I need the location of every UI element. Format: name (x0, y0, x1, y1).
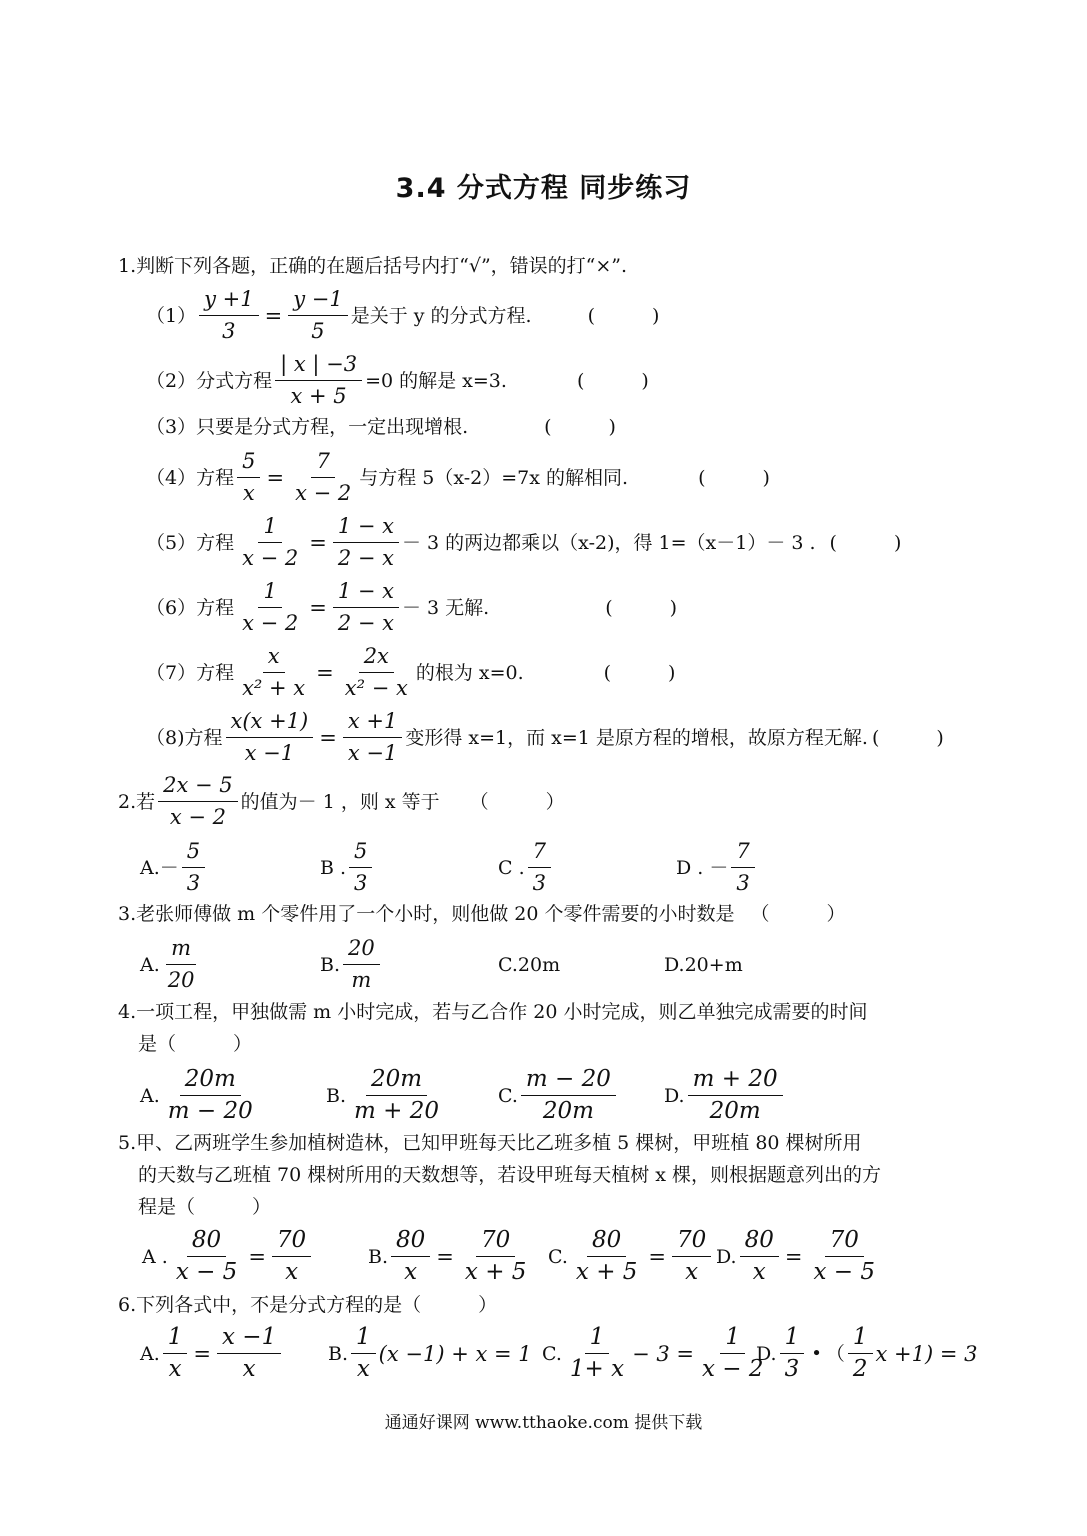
answer-blank[interactable]: ( ) (698, 466, 770, 489)
question-1-item-5 (146, 513, 901, 572)
item-label: （8)方程 (146, 726, 223, 749)
multiply-dot-icon: • (811, 1342, 822, 1364)
fraction: $\frac{70}{x + 5}$ (464, 1227, 527, 1285)
item-text: （3）只要是分式方程，一定出现增根. (146, 416, 469, 438)
fraction: $\frac{x}{\text{x² + x}}$ (242, 644, 306, 700)
question-text: 是（ ） (138, 1033, 253, 1055)
equals-sign: = (319, 725, 337, 750)
option-d[interactable]: D.20+m (664, 953, 743, 976)
answer-blank[interactable]: ( ) (605, 596, 678, 619)
option-c[interactable]: C . $\frac{7}{3}$ (498, 838, 676, 897)
question-text: 5.甲、乙两班学生参加植树造林，已知甲班每天比乙班多植 5 棵树，甲班植 80 棵树所用 (118, 1132, 862, 1154)
fraction: $\frac{80}{x + 5}$ (575, 1227, 638, 1285)
fraction: $\frac{2x - 5}{x - 2}$ (158, 772, 238, 831)
question-5-stem-line-3 (138, 1195, 271, 1219)
answer-blank[interactable]: ( ) (871, 726, 944, 749)
option-c[interactable]: C.20m (498, 953, 561, 976)
question-1-item-8 (146, 708, 944, 767)
fraction: $\frac{y +1}{3}$ (199, 286, 259, 345)
fraction: $\frac{20m}{m - 20}$ (167, 1066, 253, 1124)
fraction: $\frac{20}{m}$ (343, 935, 380, 994)
question-text: 6.下列各式中，不是分式方程的是（ ） (118, 1294, 498, 1316)
item-label: （2）分式方程 (146, 369, 273, 392)
fraction: $\frac{70}{x}$ (272, 1227, 311, 1286)
item-label: （7）方程 (146, 661, 235, 684)
equals-sign: = (316, 660, 334, 685)
option-d[interactable]: D. $\frac{1}{3}$ • （ $\frac{1}{2}$ x +1) = 3 (756, 1324, 978, 1382)
fraction: $\frac{x +1}{x -1}$ (343, 708, 402, 767)
fraction: $\frac{1}{2}$ (848, 1324, 873, 1383)
answer-blank[interactable]: ( ) (829, 531, 902, 554)
fraction: $\frac{1 - x}{2 - x}$ (333, 578, 399, 637)
item-text: =0 的解是 x=3. (365, 369, 507, 392)
fraction: $\frac{70}{x}$ (672, 1227, 711, 1286)
question-4-stem-line-1 (118, 1000, 867, 1024)
fraction: $\frac{1}{x - 2}$ (242, 514, 299, 570)
answer-blank[interactable]: ( ) (603, 661, 676, 684)
option-d[interactable]: D. $\frac{m + 20}{20m}$ (664, 1066, 786, 1125)
fraction: $\frac{7}{3}$ (528, 838, 551, 897)
question-4-options (140, 1066, 786, 1125)
question-4-stem-line-2 (138, 1032, 252, 1056)
question-1-item-3 (146, 415, 616, 439)
fraction: $\frac{1}{x}$ (351, 1324, 376, 1383)
equals-sign: = (266, 465, 285, 490)
equals-sign: = (264, 303, 283, 328)
answer-blank[interactable]: ( ) (576, 369, 649, 392)
answer-blank[interactable]: （ ） (750, 903, 846, 925)
question-text: 的天数与乙班植 70 棵树所用的天数想等，若设甲班每天植树 x 棵，则根据题意列出的方 (138, 1164, 882, 1186)
option-b[interactable]: B. $\frac{20m}{m + 20}$ (326, 1066, 498, 1125)
item-text: － 3 的两边都乘以（x-2)，得 1=（x－1）－ 3 . (402, 531, 816, 554)
question-1-item-4 (146, 448, 770, 507)
question-6-stem (118, 1293, 497, 1317)
option-c[interactable]: C. $\frac{m - 20}{20m}$ (498, 1066, 664, 1125)
option-a[interactable]: A . $\frac{80}{x - 5}$ = $\frac{70}{x}$ (142, 1227, 368, 1286)
question-1-item-6 (146, 578, 677, 637)
question-1-stem (118, 254, 627, 278)
answer-blank[interactable]: ( ) (587, 304, 660, 327)
answer-blank[interactable]: （ ） (469, 790, 565, 813)
option-d[interactable]: D . － $\frac{7}{3}$ (676, 838, 758, 897)
fraction: $\frac{1}{x - 2}$ (702, 1324, 764, 1382)
page-footer: 通通好课网 www.tthaoke.com 提供下载 (384, 1413, 703, 1433)
item-label: （5）方程 (146, 531, 235, 554)
question-3-options (140, 935, 743, 994)
option-a[interactable]: A. $\frac{m}{20}$ (140, 935, 320, 994)
question-1-item-1 (146, 286, 659, 345)
item-label: （4）方程 (146, 466, 235, 489)
fraction: $\frac{1}{x - 2}$ (242, 579, 299, 635)
question-6-options (140, 1324, 978, 1383)
question-text: 的值为－ 1 ，则 x 等于 (240, 790, 440, 813)
question-2-stem (118, 772, 565, 831)
equals-sign: = (309, 595, 327, 620)
option-b[interactable]: B. $\frac{20}{m}$ (320, 935, 498, 994)
item-label: （6）方程 (146, 596, 235, 619)
fraction: $\frac{1}{3}$ (780, 1324, 805, 1383)
option-c[interactable]: C. $\frac{1}{1+ x}$ − 3 = $\frac{1}{x - 2}$ (542, 1324, 756, 1383)
fraction: $\frac{80}{x}$ (391, 1227, 430, 1286)
fraction: $\frac{5}{3}$ (182, 838, 205, 897)
fraction: $\frac{1 - x}{2 - x}$ (333, 513, 399, 572)
question-text: 3.老张师傅做 m 个零件用了一个小时，则他做 20 个零件需要的小时数是 (118, 903, 735, 925)
option-a[interactable]: A.－ $\frac{5}{3}$ (140, 838, 320, 897)
fraction: $\frac{5}{x}$ (237, 448, 260, 507)
fraction: $\frac{x(x +1)}{x -1}$ (226, 708, 314, 767)
fraction: $\frac{2x}{\text{x² − x}}$ (344, 644, 408, 700)
question-text: 2.若 (118, 790, 156, 813)
fraction: $\frac{7}{3}$ (731, 838, 754, 897)
question-2-options (140, 838, 758, 897)
question-1-item-7 (146, 643, 675, 702)
question-text: 程是（ ） (138, 1196, 272, 1218)
fraction: $\frac{1}{x}$ (163, 1324, 188, 1383)
option-b[interactable]: B . $\frac{5}{3}$ (320, 838, 498, 897)
fraction: $\frac{x -1}{x}$ (217, 1324, 281, 1383)
fraction: $\frac{80}{x - 5}$ (175, 1227, 238, 1285)
fraction: $\frac{y -1}{5}$ (288, 286, 348, 345)
fraction: $\frac{m + 20}{20m}$ (688, 1066, 783, 1125)
item-text: 与方程 5（x-2）=7x 的解相同. (359, 466, 629, 489)
fraction: $\frac{5}{3}$ (349, 838, 372, 897)
equals-sign: = (309, 530, 327, 555)
option-a[interactable]: A. $\frac{1}{x}$ = $\frac{x -1}{x}$ (140, 1324, 328, 1383)
option-d[interactable]: D. $\frac{80}{x}$ = $\frac{70}{x - 5}$ (716, 1227, 883, 1286)
question-text: 4.一项工程，甲独做需 m 小时完成，若与乙合作 20 小时完成，则乙单独完成需要的时间 (118, 1001, 868, 1023)
option-a[interactable]: A. $\frac{20m}{m - 20}$ (140, 1066, 326, 1125)
question-5-stem-line-1 (118, 1131, 862, 1155)
item-label: （1） (146, 304, 197, 327)
option-b[interactable]: B. $\frac{80}{x}$ = $\frac{70}{x + 5}$ (368, 1227, 548, 1286)
answer-blank[interactable]: ( ) (544, 416, 616, 438)
page-title: 3.4 分式方程 同步练习 (395, 173, 692, 204)
item-text: － 3 无解. (402, 596, 490, 619)
option-b[interactable]: B. $\frac{1}{x}$ (x −1) + x = 1 (328, 1324, 532, 1382)
item-text: 变形得 x=1，而 x=1 是原方程的增根，故原方程无解. (405, 726, 868, 749)
fraction: $\frac{| x | -3}{x + 5}$ (275, 351, 362, 410)
question-text: 1.判断下列各题，正确的在题后括号内打“√”，错误的打“×”. (118, 255, 628, 277)
question-5-options (142, 1227, 883, 1286)
question-1-item-2 (146, 351, 649, 410)
fraction: $\frac{20m}{m + 20}$ (354, 1066, 439, 1124)
fraction: $\frac{m - 20}{20m}$ (521, 1066, 616, 1125)
item-text: 是关于 y 的分式方程. (350, 304, 532, 327)
option-c[interactable]: C. $\frac{80}{x + 5}$ = $\frac{70}{x}$ (548, 1227, 716, 1286)
question-3-stem (118, 902, 846, 926)
question-5-stem-line-2 (138, 1163, 881, 1187)
fraction: $\frac{m}{20}$ (167, 936, 195, 992)
fraction: $\frac{7}{x - 2}$ (295, 449, 352, 505)
fraction: $\frac{1}{1+ x}$ (569, 1324, 625, 1382)
fraction: $\frac{70}{x - 5}$ (813, 1227, 875, 1285)
item-text: 的根为 x=0. (415, 661, 524, 684)
fraction: $\frac{80}{x}$ (740, 1227, 779, 1286)
